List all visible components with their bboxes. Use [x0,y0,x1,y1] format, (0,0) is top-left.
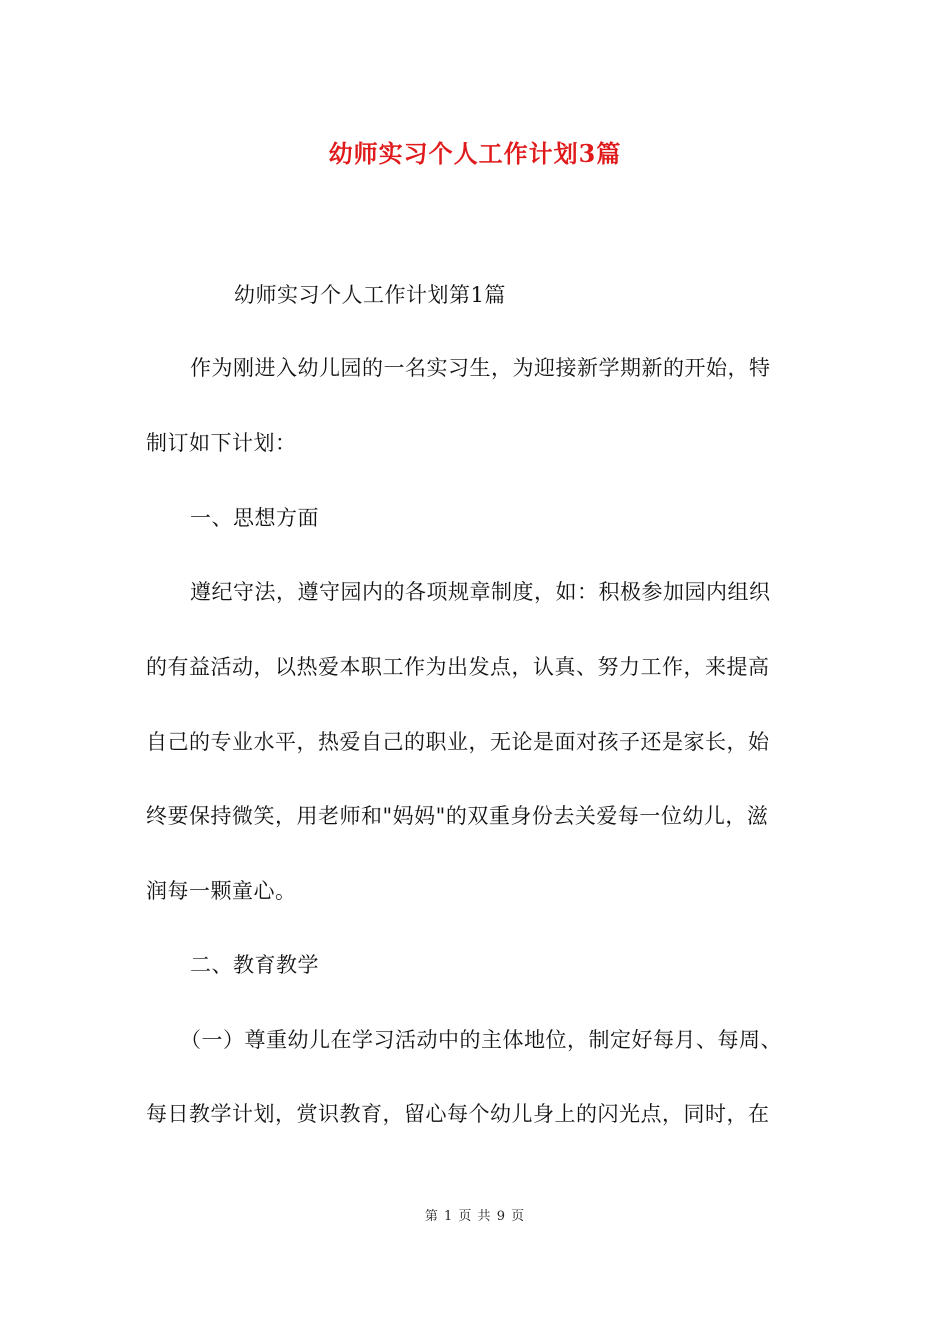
paragraph-line: （一）尊重幼儿在学习活动中的主体地位，制定好每月、每周、 [180,1028,782,1052]
paragraph-line: 润每一颗童心。 [146,879,297,903]
paragraph-line: 终要保持微笑，用老师和"妈妈"的双重身份去关爱每一位幼儿，滋 [146,804,769,828]
page-footer: 第 1 页 共 9 页 [424,1209,526,1224]
paragraph-line: 遵纪守法，遵守园内的各项规章制度，如：积极参加园内组织 [190,580,771,604]
paragraph-line: 的有益活动，以热爱本职工作为出发点，认真、努力工作，来提高 [146,655,770,679]
document-title: 幼师实习个人工作计划3篇 [328,139,622,168]
paragraph-line: 作为刚进入幼儿园的一名实习生，为迎接新学期新的开始，特 [190,356,771,380]
paragraph-line: 自己的专业水平，热爱自己的职业，无论是面对孩子还是家长，始 [146,730,770,754]
section-subtitle: 幼师实习个人工作计划第1篇 [234,283,506,307]
paragraph-line: 制订如下计划： [146,431,297,455]
section-heading: 一、思想方面 [190,506,319,530]
paragraph-line: 每日教学计划，赏识教育，留心每个幼儿身上的闪光点，同时，在 [146,1102,770,1126]
section-heading: 二、教育教学 [190,953,319,977]
